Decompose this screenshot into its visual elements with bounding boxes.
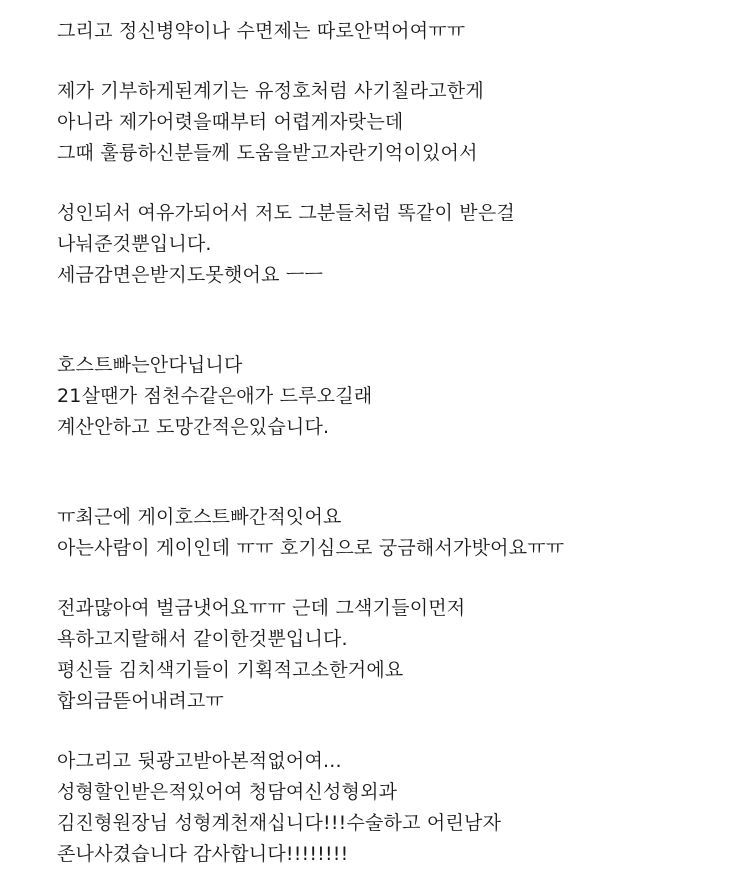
text-line: 계산안하고 도망간적은있습니다. — [57, 416, 330, 438]
text-line: 김진형원장님 성형계천재십니다!!!수술하고 어린남자 — [57, 812, 502, 834]
text-line: 평신들 김치색기들이 기획적고소한거에요 — [57, 659, 404, 681]
text-line: 합의금뜯어내려고ㅠ — [57, 690, 224, 712]
text-line: 존나사겼습니다 감사합니다!!!!!!!! — [57, 843, 349, 865]
text-line: 욕하고지랄해서 같이한것뿐입니다. — [57, 628, 348, 650]
text-line: 제가 기부하게된계기는 유정호처럼 사기칠라고한게 — [57, 80, 484, 102]
text-line: 세금감면은받지도못햇어요 ㅡㅡ — [57, 264, 323, 286]
text-line: ㅠ최근에 게이호스트빠간적잇어요 — [57, 506, 342, 528]
text-line: 성형할인받은적있어여 청담여신성형외과 — [57, 781, 398, 803]
text-line: 전과많아여 벌금냇어요ㅠㅠ 근데 그색기들이먼저 — [57, 597, 466, 619]
text-line: 그리고 정신병약이나 수면제는 따로안먹어여ㅠㅠ — [57, 20, 466, 42]
text-line: 그때 훌륭하신분들께 도움을받고자란기억이있어서 — [57, 142, 478, 164]
text-line: 아니라 제가어렷을때부터 어렵게자랏는데 — [57, 111, 404, 133]
text-line: 호스트빠는안다닙니다 — [57, 354, 243, 376]
text-line: 나눠준것뿐입니다. — [57, 233, 212, 255]
text-line: 성인되서 여유가되어서 저도 그분들처럼 똑같이 받은걸 — [57, 202, 515, 224]
text-line: 21살땐가 점천수같은애가 드루오길래 — [57, 385, 373, 407]
text-line: 아그리고 뒷광고받아본적없어여... — [57, 750, 342, 772]
text-line: 아는사람이 게이인데 ㅠㅠ 호기심으로 궁금해서가밧어요ㅠㅠ — [57, 537, 565, 559]
